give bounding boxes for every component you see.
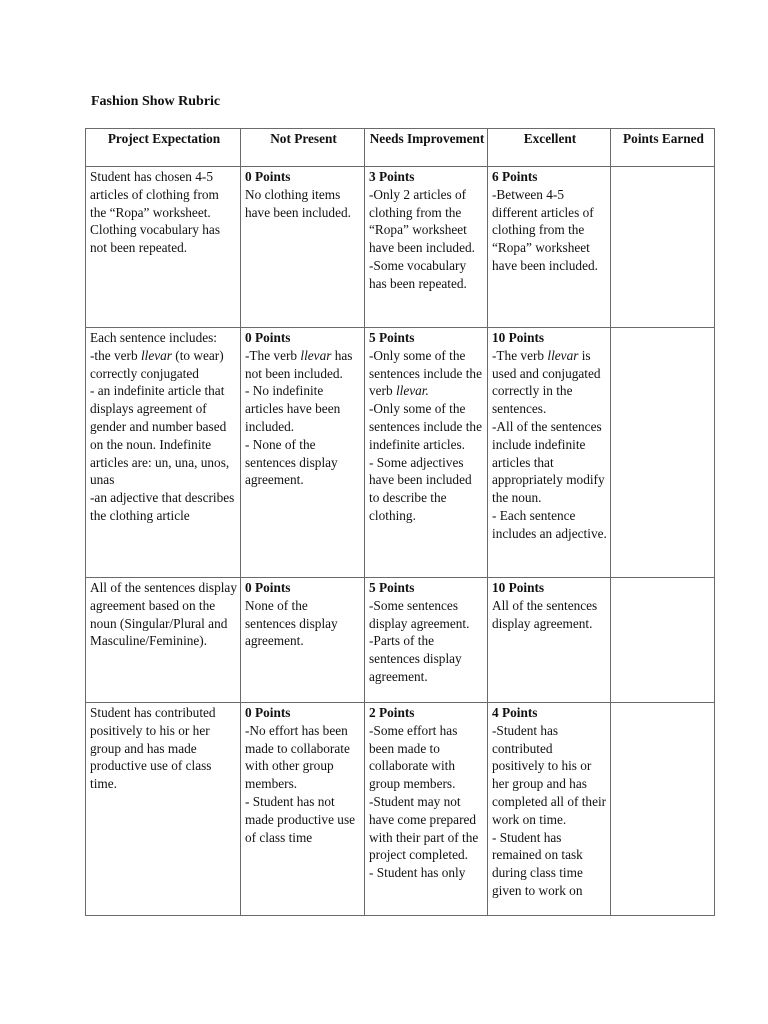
header-row [86, 129, 715, 167]
needs-improvement-cell [365, 328, 488, 578]
expectation-text: Each sentence includes: [90, 330, 218, 345]
criteria-text: All of the sentences display agreement. [492, 597, 598, 631]
header-project-expectation: Project Expectation [86, 129, 241, 167]
needs-improvement-cell [365, 578, 488, 703]
needs-improvement-cell [365, 703, 488, 916]
excellent-cell [488, 167, 611, 328]
points-earned-cell[interactable] [611, 328, 715, 578]
points-label: 2 Points [369, 705, 415, 720]
excellent-cell [488, 578, 611, 703]
criteria-text: -Some sentences display agreement. -Parts of the sentences display agreement. [369, 597, 470, 684]
criteria-text: - Each sentence includes an adjective. [492, 507, 607, 541]
criteria-text: -Only some of the sentences include the indefinite articles. [369, 401, 482, 452]
points-label: 4 Points [492, 705, 538, 720]
points-label: 0 Points [245, 330, 291, 345]
header-excellent: Excellent [488, 129, 611, 167]
document-title: Fashion Show Rubric [91, 94, 221, 109]
criteria-text: No clothing items have been included. [245, 186, 351, 220]
table-row [86, 328, 715, 578]
criteria-text: None of the sentences display agreement. [245, 597, 338, 649]
not-present-cell [241, 167, 365, 328]
rubric-table [85, 128, 715, 916]
points-label: 0 Points [245, 169, 291, 184]
points-label: 5 Points [369, 580, 415, 595]
points-label: 5 Points [369, 330, 415, 345]
excellent-cell [488, 328, 611, 578]
criteria-text: - Some adjectives have been included to describe the clothing. [369, 454, 472, 523]
points-earned-cell[interactable] [611, 578, 715, 703]
points-label: 10 Points [492, 330, 545, 345]
points-label: 6 Points [492, 169, 538, 184]
points-label: 10 Points [492, 580, 545, 595]
expectation-text: Student has contributed positively to his or her group and has made productive use of class time. [90, 705, 216, 792]
points-label: 0 Points [245, 705, 291, 720]
criteria-text: - None of the sentences display agreement. [245, 436, 338, 488]
criteria-text: - No indefinite articles have been included. [245, 383, 341, 434]
not-present-cell [241, 578, 365, 703]
needs-improvement-cell [365, 167, 488, 328]
not-present-cell [241, 328, 365, 578]
table-row [86, 167, 715, 328]
criteria-text: -No effort has been made to collaborate with other group members. - Student has not made productive use of class time [245, 722, 356, 845]
criteria-text: -Between 4-5 different articles of clothing from the “Ropa” worksheet have been included. [492, 186, 598, 273]
points-earned-cell[interactable] [611, 703, 715, 916]
points-label: 0 Points [245, 580, 291, 595]
not-present-cell [241, 703, 365, 916]
criteria-text: -Student has contributed positively to his or her group and has completed all of their work on time. - Student has remained on task during class time given to work on [492, 722, 607, 898]
table-row [86, 703, 715, 916]
expectation-cell [86, 578, 241, 703]
criteria-text: -Some effort has been made to collaborate with group members. -Student may not have come prepared with their part of the project completed. - Student has only [369, 722, 479, 881]
criteria-text: -Only 2 articles of clothing from the “Ropa” worksheet have been included. -Some vocabulary has been repeated. [369, 186, 475, 291]
header-not-present: Not Present [241, 129, 365, 167]
expectation-text: Student has chosen 4-5 articles of clothing from the “Ropa” worksheet. Clothing vocabulary has not been repeated. [90, 169, 220, 256]
expectation-cell [86, 703, 241, 916]
criteria-text: -Only some of the sentences include the verb llevar. [369, 347, 482, 399]
criteria-text: -The verb llevar is used and conjugated correctly in the sentences. [492, 347, 601, 417]
expectation-cell [86, 328, 241, 578]
points-earned-cell[interactable] [611, 167, 715, 328]
criteria-text: -All of the sentences include indefinite articles that appropriately modify the noun. [492, 418, 605, 506]
table-row [86, 578, 715, 703]
excellent-cell [488, 703, 611, 916]
header-points-earned: Points Earned [611, 129, 715, 167]
expectation-cell [86, 167, 241, 328]
expectation-text: All of the sentences display agreement based on the noun (Singular/Plural and Masculine/Feminine). [90, 580, 237, 649]
expectation-text: - an indefinite article that displays agreement of gender and number based on the noun. Indefinite articles are: un, una, unos, unas [90, 383, 230, 488]
header-needs-improvement: Needs Improvement [365, 129, 488, 167]
points-label: 3 Points [369, 169, 415, 184]
expectation-text: -the verb llevar (to wear) correctly conjugated [90, 347, 224, 381]
expectation-text: -an adjective that describes the clothing article [90, 490, 235, 523]
criteria-text: -The verb llevar has not been included. [245, 347, 353, 381]
